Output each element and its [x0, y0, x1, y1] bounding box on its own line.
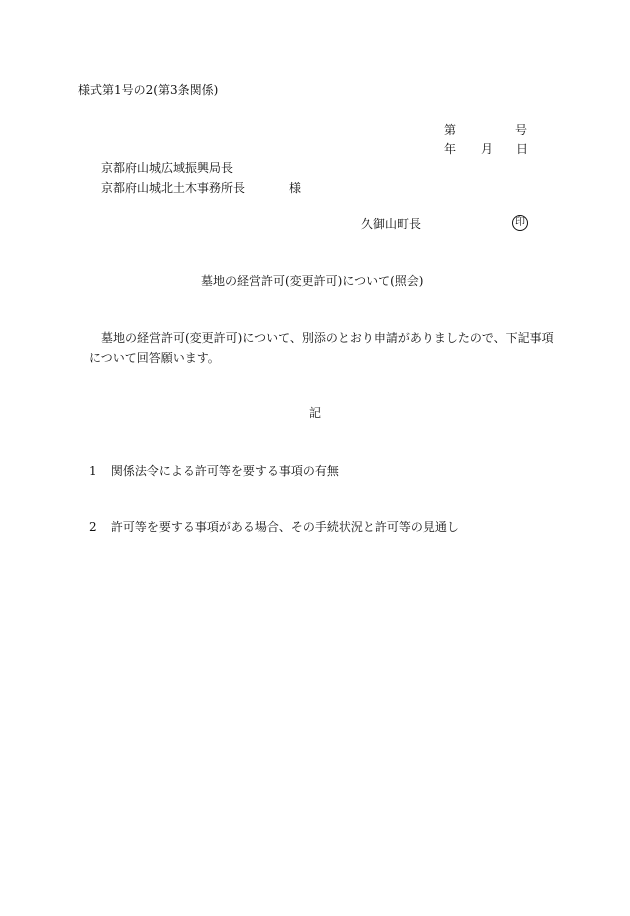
list-item: [89, 519, 459, 535]
sender-name: 久御山町長: [361, 217, 422, 231]
document-number-prefix: 第: [444, 123, 457, 137]
addressee-2: 京都府山城北土木事務所長: [101, 181, 246, 195]
body-line-1: 墓地の経営許可(変更許可)について、別添のとおり申請がありましたので、下記事項: [101, 331, 554, 345]
form-number: 様式第1号の2(第3条関係): [78, 83, 219, 97]
item-number: 2: [89, 520, 97, 534]
document-number-suffix: 号: [515, 123, 528, 137]
body-line-2: について回答願います。: [89, 351, 220, 365]
date-day-label: 日: [516, 142, 529, 156]
addressee-1: 京都府山城広域振興局長: [101, 161, 234, 175]
document-title: 墓地の経営許可(変更許可)について(照会): [201, 274, 424, 288]
item-text: 関係法令による許可等を要する事項の有無: [110, 464, 339, 478]
item-number: 1: [89, 464, 97, 478]
ki-heading: 記: [309, 406, 322, 420]
item-text: 許可等を要する事項がある場合、その手続状況と許可等の見通し: [110, 520, 459, 534]
date-month-label: 月: [481, 142, 494, 156]
honorific: 様: [289, 181, 302, 195]
seal-mark: 印: [512, 215, 528, 231]
list-item: [89, 463, 339, 479]
date-year-label: 年: [444, 142, 457, 156]
